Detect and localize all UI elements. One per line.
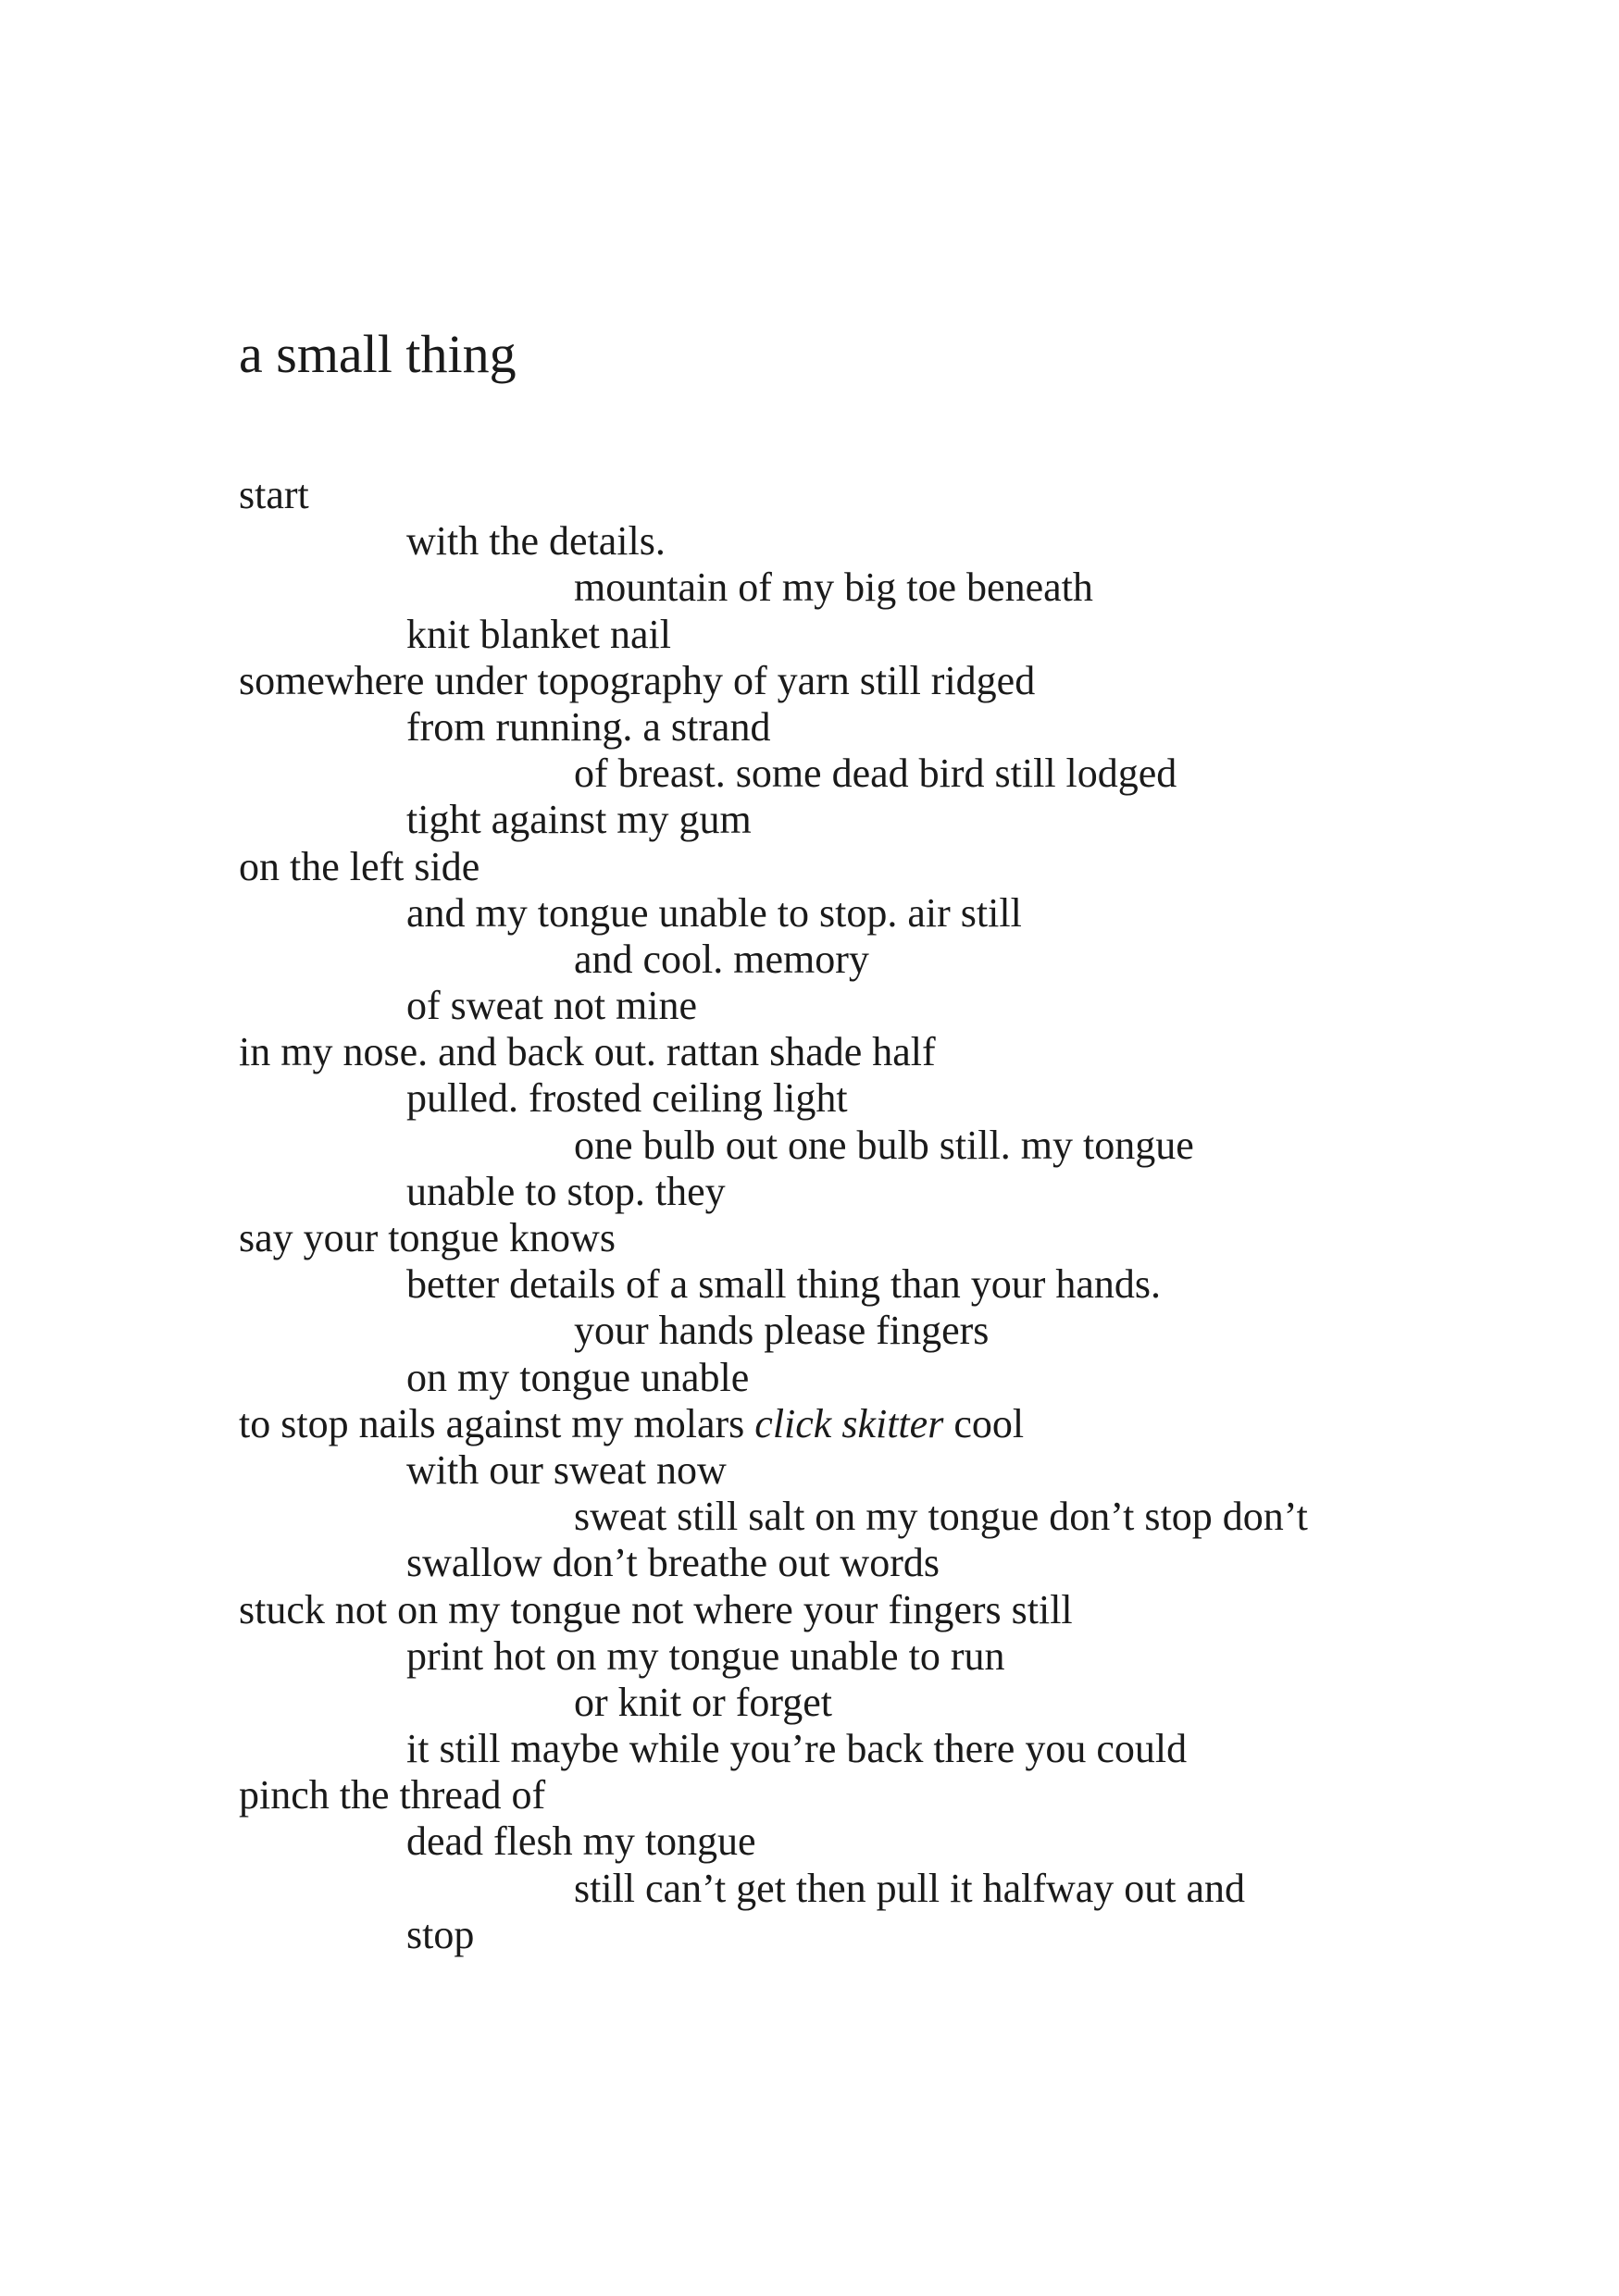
poem-line: on the left side <box>239 843 480 889</box>
poem-line: print hot on my tongue unable to run <box>406 1632 1005 1679</box>
poem-line: pulled. frosted ceiling light <box>406 1075 848 1122</box>
poem-body <box>239 472 1308 1958</box>
poem-line <box>239 1401 1308 1447</box>
poem-line: still can’t get then pull it halfway out and <box>574 1865 1246 1911</box>
poem-line: and my tongue unable to stop. air still <box>406 889 1022 936</box>
poem-line-emphasis: click skitter <box>754 1400 944 1446</box>
poem-line: stop <box>406 1911 475 1957</box>
poem-title: a small thing <box>239 324 517 384</box>
poem-line: with our sweat now <box>406 1446 727 1493</box>
poem-line: or knit or forget <box>574 1679 833 1725</box>
poem-line-text: to stop nails against my molars <box>239 1400 755 1446</box>
poem-line: and cool. memory <box>574 936 869 982</box>
poem-line: dead flesh my tongue <box>406 1818 756 1865</box>
poem-line: tight against my gum <box>406 797 752 843</box>
poem-line: from running. a strand <box>406 703 771 750</box>
poem-line: one bulb out one bulb still. my tongue <box>574 1122 1194 1168</box>
poem-line: unable to stop. they <box>406 1168 726 1214</box>
poem-line: stuck not on my tongue not where your fingers still <box>239 1586 1073 1632</box>
poem-line: mountain of my big toe beneath <box>574 565 1093 611</box>
poem-line: somewhere under topography of yarn still ridged <box>239 657 1036 703</box>
poem-line: pinch the thread of <box>239 1772 546 1818</box>
poem-line: your hands please fingers <box>574 1308 990 1354</box>
poem-line: of sweat not mine <box>406 983 698 1029</box>
poem-line: say your tongue knows <box>239 1215 616 1260</box>
poem-line: on my tongue unable <box>406 1354 750 1400</box>
poem-line-text: cool <box>943 1400 1025 1446</box>
poem-line: swallow don’t breathe out words <box>406 1540 940 1586</box>
poem-line: knit blanket nail <box>406 611 671 657</box>
poem-line: start <box>239 472 309 517</box>
poem-line: better details of a small thing than your hands. <box>406 1261 1162 1308</box>
poem-line: of breast. some dead bird still lodged <box>574 751 1177 797</box>
poem-line: sweat still salt on my tongue don’t stop don’t <box>574 1494 1308 1540</box>
poem-line: with the details. <box>406 518 666 565</box>
poem-line: it still maybe while you’re back there you could <box>406 1726 1188 1772</box>
poem-line: in my nose. and back out. rattan shade half <box>239 1029 936 1075</box>
